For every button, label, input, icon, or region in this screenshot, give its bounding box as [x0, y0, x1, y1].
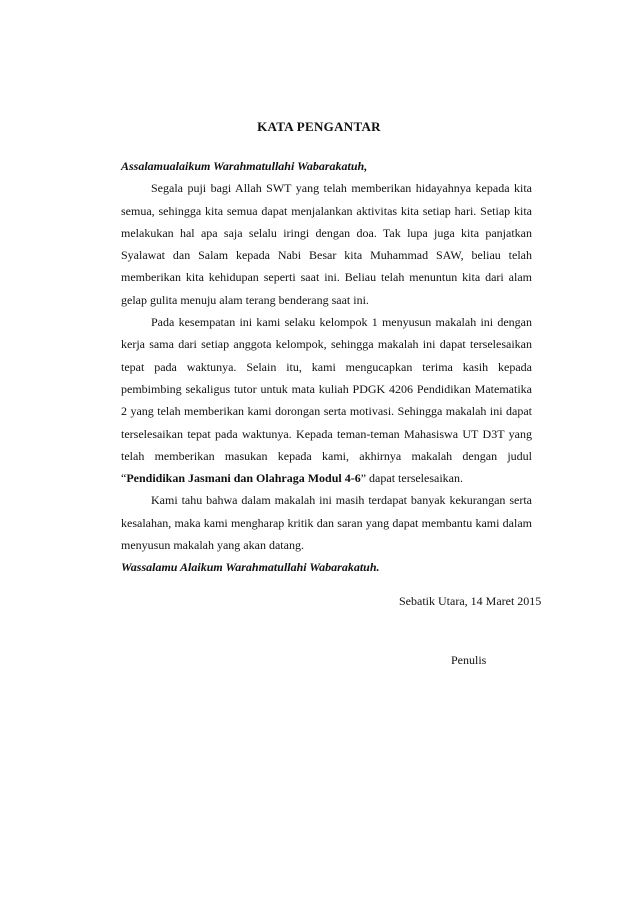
- page-title: KATA PENGANTAR: [257, 119, 381, 134]
- opening-greeting: Assalamualaikum Warahmatullahi Wabarakatuh,: [121, 159, 368, 173]
- closing-greeting: Wassalamu Alaikum Warahmatullahi Wabarakatuh.: [121, 560, 380, 575]
- paragraph-1: Segala puji bagi Allah SWT yang telah memberikan hidayahnya kepada kita semua, sehingga kita semua dapat menjalankan aktivitas kita setiap hari. Setiap kita melakukan hal apa saja selalu iringi dengan doa. Tak lupa juga kita panjatkan Syalawat dan Salam kepada Nabi Besar kita Muhammad SAW, beliau telah memberikan kita kehidupan seperti saat ini. Beliau telah menuntun kita dari alam gelap gulita menuju alam terang benderang saat ini.: [121, 181, 532, 307]
- document-body: [121, 155, 532, 579]
- place-date: Sebatik Utara, 14 Maret 2015: [399, 594, 542, 608]
- paragraph-2: [121, 311, 532, 489]
- signer-name: Penulis: [451, 653, 487, 667]
- paragraph-2-text: Pada kesempatan ini kami selaku kelompok 1 menyusun makalah ini dengan kerja sama dari setiap anggota kelompok, sehingga makalah ini dapat terselesaikan tepat pada waktunya. Selain itu, kami mengucapkan terima kasih kepada pembimbing sekaligus tutor untuk mata kuliah PDGK 4206 Pendidikan Matematika 2 yang telah memberikan kami dorongan serta motivasi. Sehingga makalah ini dapat terselesaikan tepat pada waktunya. Kepada teman-teman Mahasiswa UT D3T yang telah memberikan masukan kepada kami, akhirnya makalah dengan judul “: [121, 315, 532, 486]
- paper-title: Pendidikan Jasmani dan Olahraga Modul 4-6: [126, 471, 361, 486]
- paragraph-3: Kami tahu bahwa dalam makalah ini masih terdapat banyak kekurangan serta kesalahan, maka kami mengharap kritik dan saran yang dapat membantu kami dalam menyusun makalah yang akan datang.: [121, 493, 532, 553]
- paragraph-2-end: ” dapat terselesaikan.: [360, 471, 463, 486]
